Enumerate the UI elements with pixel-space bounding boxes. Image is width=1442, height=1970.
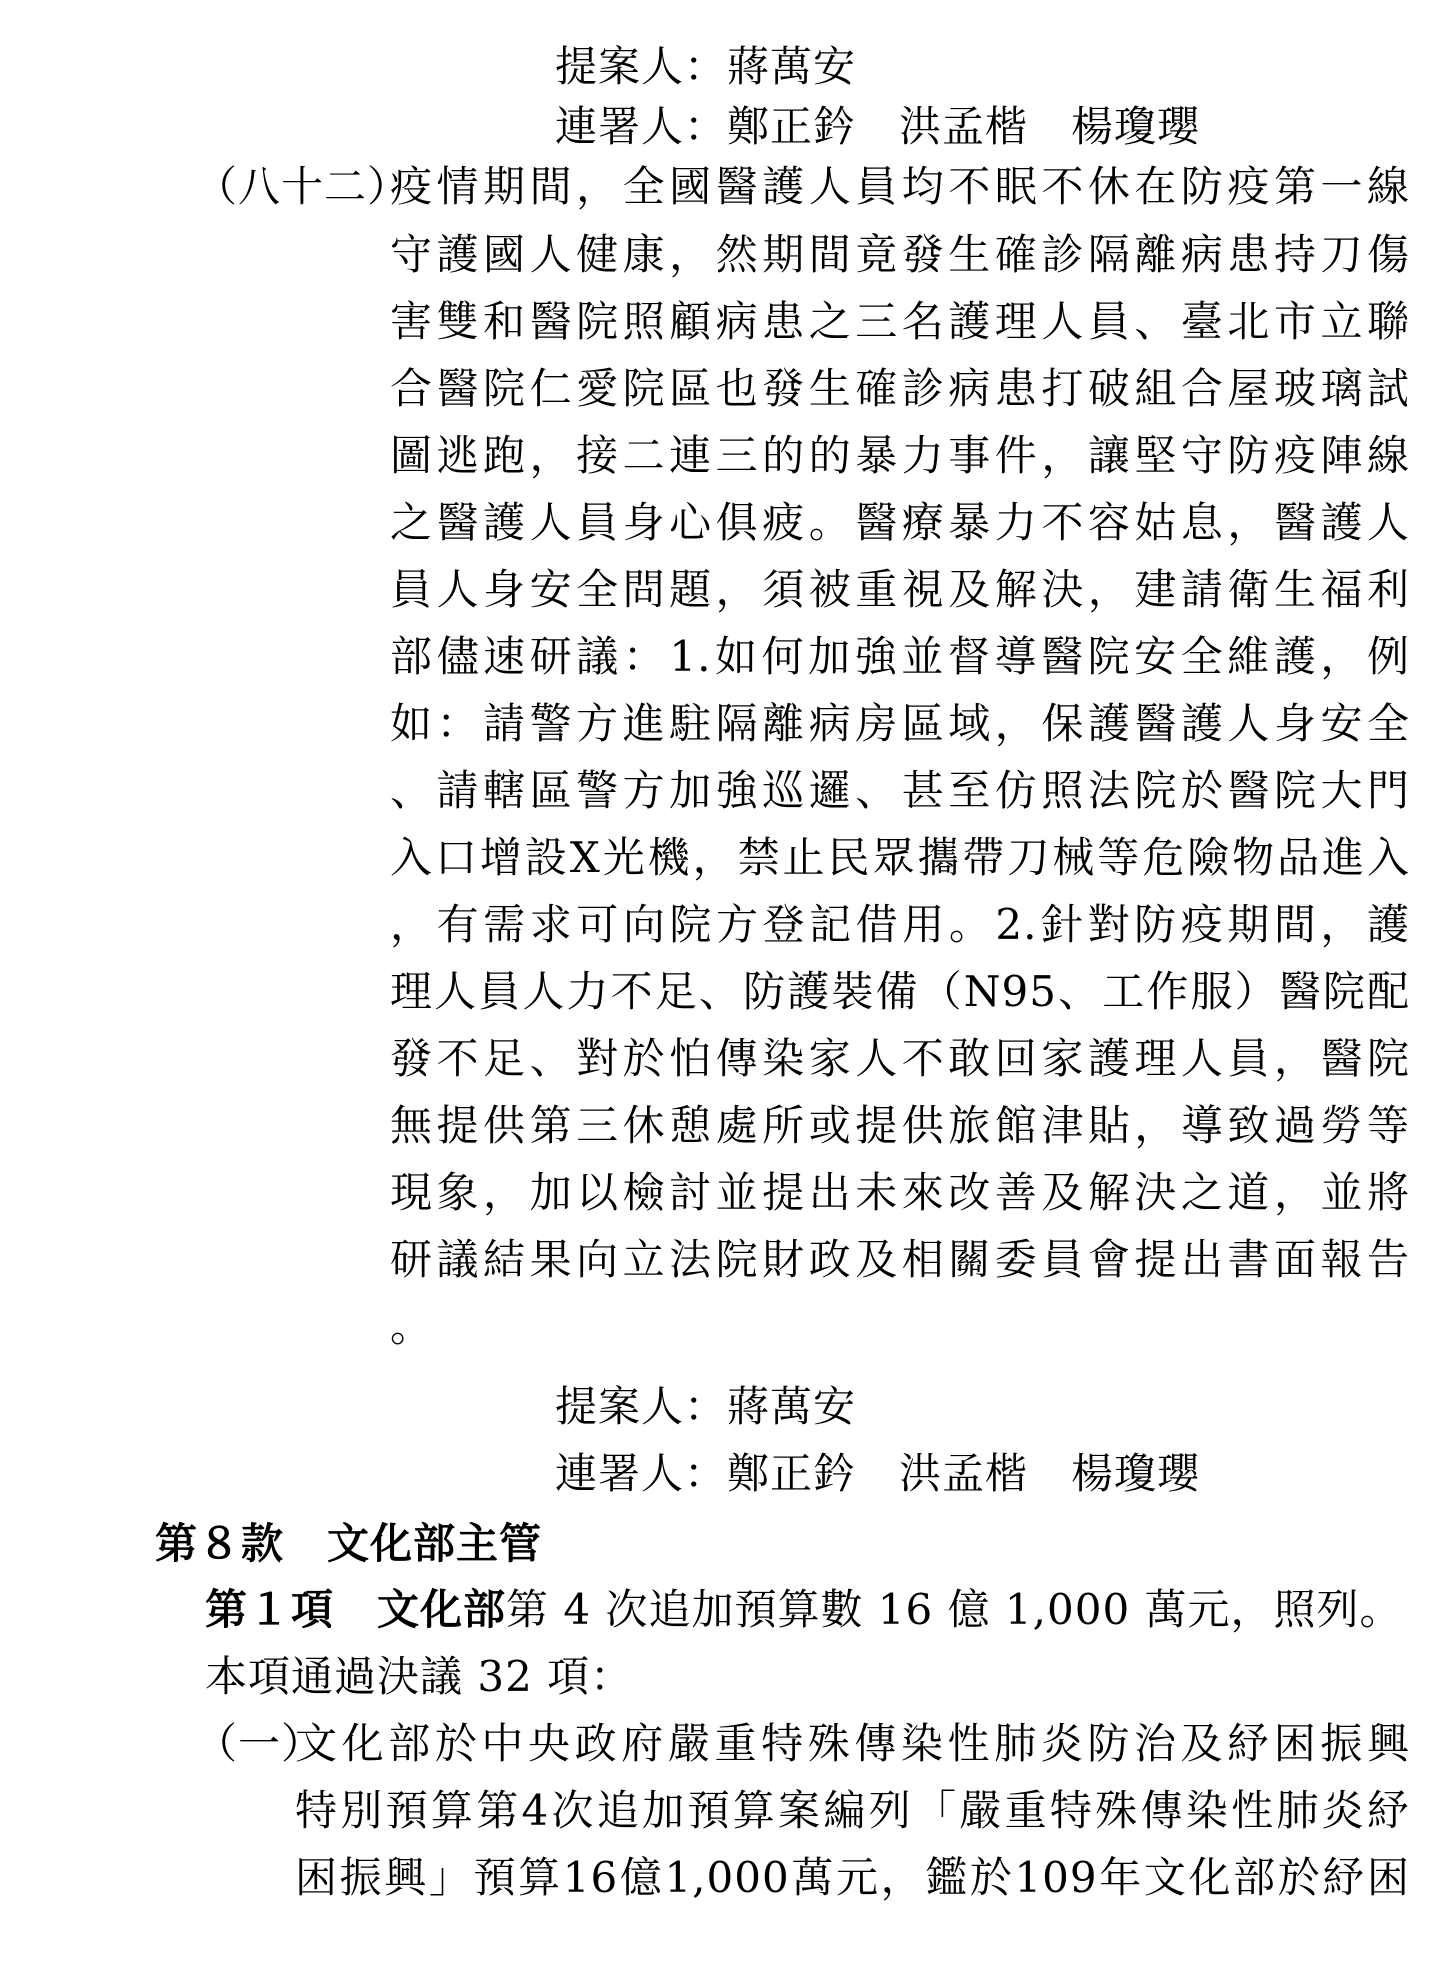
item-text: 第 4 次追加預算數 16 億 1,000 萬元，照列。	[506, 1585, 1403, 1634]
proposer-line: 提案人：蔣萬安	[555, 42, 857, 91]
proposer-line: 提案人：蔣萬安	[555, 1382, 857, 1431]
resolution-82-line: 疫情期間，全國醫護人員均不眠不休在防疫第一線	[390, 162, 1410, 211]
resolution-82-line: 員人身安全問題，須被重視及解決，建請衛生福利	[390, 565, 1410, 614]
resolution-summary: 本項通過決議 32 項：	[205, 1652, 634, 1701]
section-heading: 第８款 文化部主管	[155, 1519, 543, 1568]
resolution-82-line: 理人員人力不足、防護裝備（N95、工作服）醫院配	[390, 967, 1410, 1016]
resolution-82-line: 部儘速研議：1.如何加強並督導醫院安全維護，例	[390, 632, 1410, 681]
resolution-82-line: 合醫院仁愛院區也發生確診病患打破組合屋玻璃試	[390, 364, 1410, 413]
resolution-1-line: 特別預算第4次追加預算案編列「嚴重特殊傳染性肺炎紓	[295, 1786, 1410, 1835]
resolution-82-line: 入口增設X光機，禁止民眾攜帶刀械等危險物品進入	[390, 833, 1410, 882]
cosigner-line: 連署人：鄭正鈐 洪孟楷 楊瓊瓔	[555, 1449, 1201, 1498]
resolution-82-line: 圖逃跑，接二連三的的暴力事件，讓堅守防疫陣線	[390, 431, 1410, 480]
resolution-82-label: （八十二）	[195, 162, 411, 211]
resolution-1-label: （一）	[195, 1719, 325, 1768]
resolution-82-line: ，有需求可向院方登記借用。2.針對防疫期間，護	[390, 900, 1410, 949]
cosigner-line: 連署人：鄭正鈐 洪孟楷 楊瓊瓔	[555, 102, 1201, 151]
resolution-1-line: 文化部於中央政府嚴重特殊傳染性肺炎防治及紓困振興	[295, 1719, 1410, 1768]
resolution-82-line: 研議結果向立法院財政及相關委員會提出書面報告	[390, 1235, 1410, 1284]
resolution-82-line: 如：請警方進駐隔離病房區域，保護醫護人身安全	[390, 699, 1410, 748]
resolution-82-line: 、請轄區警方加強巡邏、甚至仿照法院於醫院大門	[390, 766, 1410, 815]
resolution-82-line: 。	[390, 1302, 434, 1351]
resolution-1-line: 困振興」預算16億1,000萬元，鑑於109年文化部於紓困	[295, 1853, 1410, 1902]
item-label: 第１項 文化部	[205, 1585, 507, 1634]
resolution-82-line: 之醫護人員身心俱疲。醫療暴力不容姑息，醫護人	[390, 498, 1410, 547]
resolution-82-line: 現象，加以檢討並提出未來改善及解決之道，並將	[390, 1168, 1410, 1217]
resolution-82-line: 守護國人健康，然期間竟發生確診隔離病患持刀傷	[390, 230, 1410, 279]
item-line	[205, 1580, 1403, 1640]
resolution-82-line: 發不足、對於怕傳染家人不敢回家護理人員，醫院	[390, 1034, 1410, 1083]
resolution-82-line: 無提供第三休憩處所或提供旅館津貼，導致過勞等	[390, 1101, 1410, 1150]
resolution-82-line: 害雙和醫院照顧病患之三名護理人員、臺北市立聯	[390, 297, 1410, 346]
